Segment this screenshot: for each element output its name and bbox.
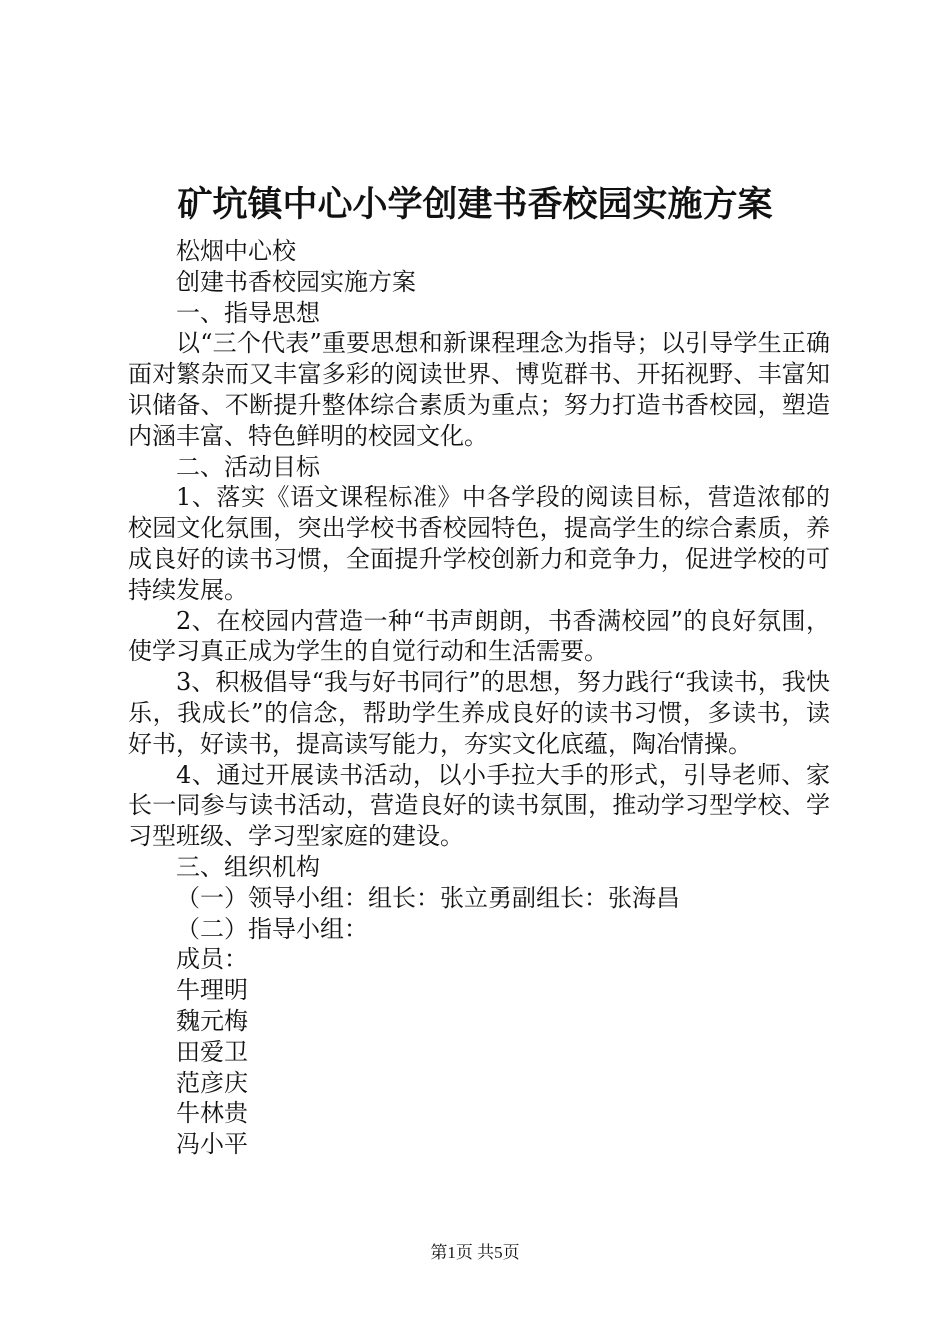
paragraph-goal-3: 3、积极倡导“我与好书同行”的思想，努力践行“我读书，我快乐，我成长”的信念，帮助学生养成良好的读书习惯，多读书，读好书，好读书，提高读写能力，夯实文化底蕴，陶冶情操。: [128, 668, 830, 758]
paragraph-goal-2: 2、在校园内营造一种“书声朗朗，书香满校园”的良好氛围，使学习真正成为学生的自觉行动和生活需要。: [128, 606, 830, 666]
body-line-members-label: 成员：: [176, 945, 248, 974]
member-name: 牛林贵: [176, 1099, 248, 1128]
section-heading-activity-goals: 二、活动目标: [176, 452, 320, 481]
section-heading-guiding-ideology: 一、指导思想: [176, 298, 320, 327]
document-title: 矿坑镇中心小学创建书香校园实施方案: [177, 184, 773, 225]
document-body: [128, 236, 830, 1160]
member-name: 冯小平: [176, 1130, 248, 1159]
member-name: 牛理明: [176, 976, 248, 1005]
member-name: 田爱卫: [176, 1037, 248, 1066]
body-line-school: 松烟中心校: [176, 237, 296, 265]
body-line-guidance-group: （二）指导小组：: [176, 914, 368, 943]
paragraph-guiding-ideology: 以“三个代表”重要思想和新课程理念为指导；以引导学生正确面对繁杂而又丰富多彩的阅读世界、博览群书、开拓视野、丰富知识储备、不断提升整体综合素质为重点；努力打造书香校园，塑造内涵丰富、特色鲜明的校园文化。: [128, 329, 830, 450]
member-name: 范彦庆: [176, 1068, 248, 1097]
body-line-leading-group: （一）领导小组：组长：张立勇副组长：张海昌: [176, 883, 680, 912]
body-line-plan-name: 创建书香校园实施方案: [176, 267, 416, 296]
section-heading-organization: 三、组织机构: [176, 852, 320, 881]
paragraph-goal-1: 1、落实《语文课程标准》中各学段的阅读目标，营造浓郁的校园文化氛围，突出学校书香校园特色，提高学生的综合素质，养成良好的读书习惯，全面提升学校创新力和竞争力，促进学校的可持续发展。: [128, 483, 830, 604]
member-name: 魏元梅: [176, 1006, 248, 1035]
paragraph-goal-4: 4、通过开展读书活动，以小手拉大手的形式，引导老师、家长一同参与读书活动，营造良好的读书氛围，推动学习型学校、学习型班级、学习型家庭的建设。: [128, 760, 830, 851]
page-footer: 第1页 共5页: [430, 1243, 520, 1262]
